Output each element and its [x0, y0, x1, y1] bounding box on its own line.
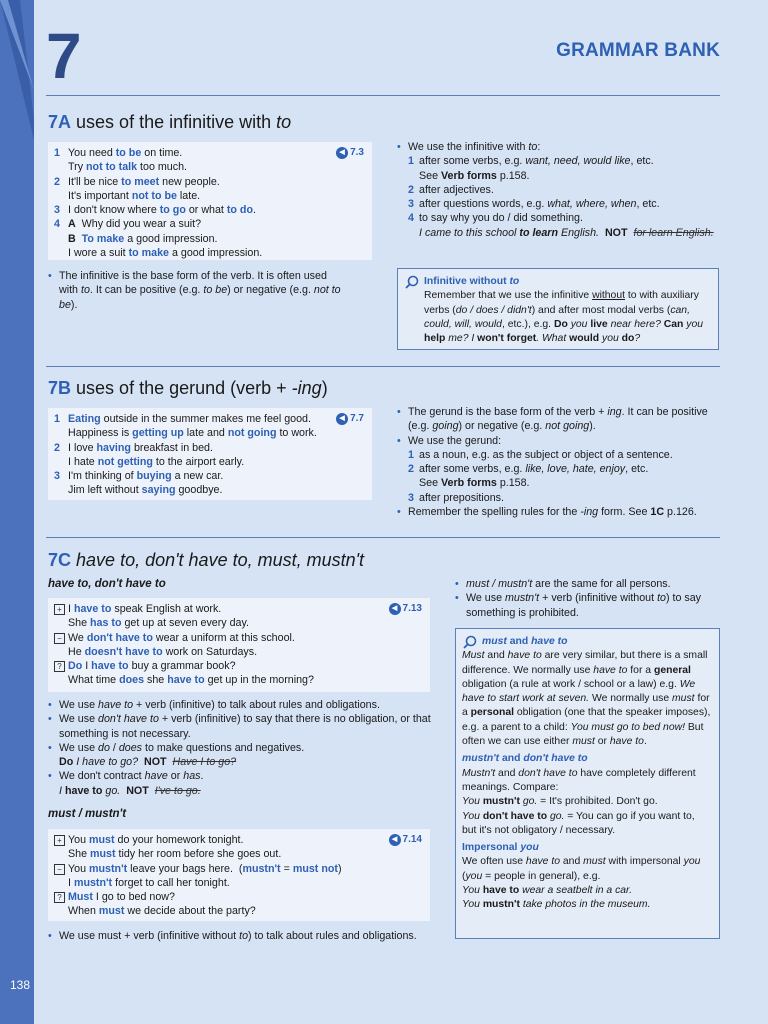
example-text: You must do your homework tonight. She must tidy her room before she goes out. [68, 834, 282, 861]
example-line [54, 659, 424, 688]
divider [46, 366, 720, 367]
example-number: 4 [54, 218, 60, 231]
notes-7a-left: • The infinitive is the base form of the verb. It is often used with to. It can be positive (e.g. to be) or negative (e.g. not to be). [48, 269, 348, 312]
example-text: I don't know where to go or what to do. [68, 204, 256, 217]
rule-item: 3 after prepositions. [408, 491, 504, 504]
divider [46, 95, 720, 96]
notes-7c-right [455, 577, 723, 620]
tip-box-7c: must and have to Must and have to are very similar, but there is a small difference. We normally use have to for a general obligation (a rule at work / school or a law) e.g. We have to start work at seven. We normally use must for a personal obligation (one that the speaker imposes), e.g. a parent to a child: You must go to bed now! But often we can use either must or have to. mustn't and don't have to Mustn't and don't have to have completely different meanings. Compare: You mustn't go. = It's prohibited. Don't go. You don't have to go. = You can go if you want to, but it's not obligatory / necessary. Impersonal you We often use have to and must with impersonal you (you = people in general), e.g. You have to wear a seatbelt in a car. You mustn't take photos in the museum. [455, 628, 720, 939]
bullet-note: • We use have to + verb (infinitive) to talk about rules and obligations. [48, 698, 432, 712]
audio-button[interactable]: ◀ 7.13 [389, 602, 422, 616]
subheading: have to, don't have to [48, 578, 166, 590]
notes-7c-2: • We use must + verb (infinitive without to) to talk about rules and obligations. [48, 929, 432, 943]
unit-number: 7 [46, 20, 80, 92]
examples-box-7a [48, 142, 372, 260]
example-number: ? [54, 892, 65, 903]
example-line [54, 146, 366, 175]
bullet-note: • We use mustn't + verb (infinitive without to) to say something is prohibited. [455, 591, 723, 620]
rule-item: 2 after some verbs, e.g. like, love, hate, enjoy, etc. See Verb forms p.158. [408, 463, 649, 490]
example-text: I have to speak English at work. She has to get up at seven every day. [68, 603, 250, 630]
tip-title: must and have to [482, 636, 568, 647]
example-line [54, 175, 366, 204]
audio-button[interactable]: ◀ 7.14 [389, 833, 422, 847]
bullet-note: • We use don't have to + verb (infinitive) to say that there is no obligation, or that something is not necessary. [48, 712, 432, 741]
example-line [54, 441, 366, 470]
section-7b-title: 7B uses of the gerund (verb + -ing) [48, 378, 328, 398]
bullet-note: • must / mustn't are the same for all persons. [455, 577, 723, 591]
example-line [54, 203, 366, 217]
notes-7a-right: • We use the infinitive with to: 1 after some verbs, e.g. want, need, would like, etc. See Verb forms p.158. 2 after adjectives. 3 after questions words, e.g. what, where, when, etc. 4 to say why you do / did something. I came to this school to learn English. NOT for learn English. [397, 140, 719, 240]
section-heading: uses of the infinitive with to [76, 112, 292, 132]
example-text: You mustn't leave your bags here. (mustn't = must not) I mustn't forget to call her tonight. [68, 862, 342, 889]
speaker-icon: ◀ [389, 834, 401, 846]
example-text: I'm thinking of buying a new car. Jim left without saying goodbye. [68, 470, 224, 497]
magnifier-icon [463, 635, 477, 654]
audio-button[interactable]: ◀ 7.7 [336, 412, 364, 426]
example-number: 2 [54, 441, 60, 454]
example-line [54, 217, 366, 260]
speaker-icon: ◀ [336, 413, 348, 425]
section-7c-title: 7C have to, don't have to, must, mustn't [48, 550, 365, 570]
divider [46, 537, 720, 538]
example-line [54, 469, 366, 498]
example-number: 3 [54, 204, 60, 217]
rule-item: 2 after adjectives. [408, 183, 494, 196]
example-number: ? [54, 661, 65, 672]
notes-7b-right: • The gerund is the base form of the verb + ing. It can be positive (e.g. going) or negative (e.g. not going). • We use the gerund: 1 as a noun, e.g. as the subject or object of a sentence. 2 after some verbs, e.g. like, love, hate, enjoy, etc. See Verb forms p.158. 3 after prepositions. • Remember the spelling rules for the -ing form. See 1C p.126. [397, 405, 727, 519]
section-code: 7A [48, 112, 72, 132]
example-line [54, 631, 424, 660]
examples-box-7c-1 [48, 598, 430, 692]
rule-item: 4 to say why you do / did something. I came to this school to learn English. NOT for learn English. [408, 212, 714, 239]
audio-button[interactable]: ◀ 7.3 [336, 146, 364, 160]
example-number: 2 [54, 175, 60, 188]
example-text: Must I go to bed now? When must we decide about the party? [68, 891, 256, 918]
example-text: I love having breakfast in bed. I hate not getting to the airport early. [68, 441, 245, 468]
example-number: − [54, 864, 65, 875]
rule-item: 3 after questions words, e.g. what, where, when, etc. [408, 198, 660, 211]
example-text: Eating outside in the summer makes me feel good. Happiness is getting up late and not going to work. [68, 413, 317, 440]
example-text: You need to be on time. Try not to talk too much. [68, 147, 187, 174]
page-number: 138 [10, 978, 31, 992]
subheading: must / mustn't [48, 808, 127, 820]
corner-decoration [0, 0, 34, 140]
tip-body: Remember that we use the infinitive without to with auxiliary verbs (do / does / didn't) and after most modal verbs (can, could, will, would, etc.), e.g. Do you live near here? Can you help me? I won't forget. What would you do? [424, 290, 704, 345]
rule-item: 1 after some verbs, e.g. want, need, would like, etc. See Verb forms p.158. [408, 155, 654, 182]
examples-box-7b [48, 408, 372, 500]
example-number: + [54, 835, 65, 846]
magnifier-icon [405, 275, 419, 294]
example-line [54, 862, 424, 891]
speaker-icon: ◀ [389, 603, 401, 615]
tip-title: Infinitive without to [424, 276, 520, 287]
example-number: 1 [54, 413, 60, 425]
example-text: We don't have to wear a uniform at this school. He doesn't have to work on Saturdays. [68, 631, 295, 658]
example-number: 3 [54, 470, 60, 483]
example-text: A Why did you wear a suit? B To make a good impression. I wore a suit to make a good impression. [68, 218, 263, 260]
rule-item: 1 as a noun, e.g. as the subject or object of a sentence. [408, 448, 673, 461]
tip-box-7a [397, 268, 719, 350]
notes-7c-1 [48, 698, 432, 798]
bullet-note: • We don't contract have or has. I have to go. NOT I've to go. [48, 769, 432, 798]
example-number: 1 [54, 147, 60, 159]
example-line [54, 412, 366, 441]
examples-box-7c-2 [48, 829, 430, 921]
example-number: − [54, 633, 65, 644]
example-text: It'll be nice to meet new people. It's important not to be late. [68, 175, 220, 202]
speaker-icon: ◀ [336, 147, 348, 159]
page-title: GRAMMAR BANK [556, 40, 720, 61]
example-line [54, 602, 424, 631]
bullet-note: • We use do / does to make questions and negatives. Do I have to go? NOT Have I to go? [48, 741, 432, 770]
example-line [54, 890, 424, 919]
example-number: + [54, 604, 65, 615]
left-sidebar [0, 0, 34, 1024]
section-7a-title [48, 112, 291, 133]
example-line [54, 833, 424, 862]
example-text: Do I have to buy a grammar book? What time does she have to get up in the morning? [68, 660, 314, 687]
